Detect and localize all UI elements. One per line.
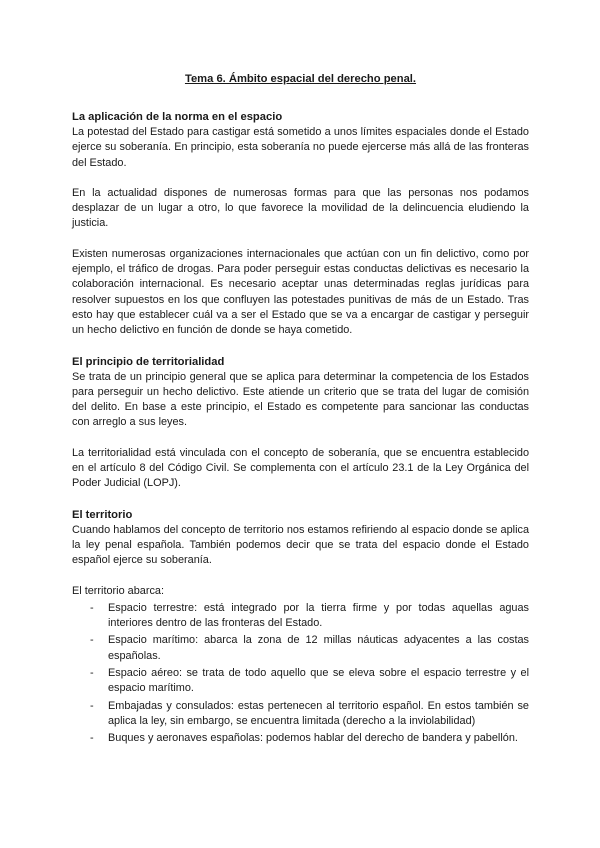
section-heading: La aplicación de la norma en el espacio [72, 111, 283, 123]
section-heading: El principio de territorialidad [72, 355, 225, 368]
list-item [72, 731, 529, 746]
paragraph: La territorialidad está vinculada con el concepto de soberanía, que se encuentra establecido en el artículo 8 del Código Civil. Se complementa con el artículo 23.1 de la Ley Orgánica del Poder Judicial (LOPJ). [72, 446, 529, 490]
list-item-text: Embajadas y consulados: estas pertenecen al territorio español. En estos también se aplica la ley, sin embargo, se encuentra limitada (derecho a la inviolabilidad) [108, 699, 529, 727]
list-item [72, 633, 529, 664]
paragraph: En la actualidad dispones de numerosas formas para que las personas nos podamos desplazar de un lugar a otro, lo que favorece la movilidad de la delincuencia eludiendo la justicia. [72, 186, 529, 230]
section-aplicacion-norma [72, 110, 529, 339]
section-heading: El territorio [72, 508, 133, 521]
paragraph: Cuando hablamos del concepto de territorio nos estamos refiriendo al espacio donde se aplica la ley penal española. También podemos decir que se trata del espacio donde el Estado español ejerce su soberanía. [72, 523, 529, 567]
list-item-text: Espacio marítimo: abarca la zona de 12 millas náuticas adyacentes a las costas españolas. [108, 634, 529, 662]
document-title: Tema 6. Ámbito espacial del derecho penal. [184, 73, 417, 85]
section-territorio [72, 508, 529, 747]
paragraph: Existen numerosas organizaciones internacionales que actúan con un fin delictivo, como por ejemplo, el tráfico de drogas. Para poder perseguir estas conductas delictivas es necesario la colaboración internacional. Es necesario aceptar unas determinadas reglas jurídicas para resolver supuestos en los que confluyen las potestades punitivas de más de un Estado. Tras esto hay que establecer cuál va a ser el Estado que se va a encargar de castigar y perseguir un hecho delictivo en función de donde se haya cometido. [72, 247, 529, 337]
list-bullet: - [90, 601, 94, 614]
list-intro: El territorio abarca: [72, 584, 165, 597]
section-principio-territorialidad [72, 355, 529, 492]
list-item-text: Espacio terrestre: está integrado por la tierra firme y por todas aquellas aguas interiores dentro de las fronteras del Estado. [108, 601, 529, 630]
list-item [72, 601, 529, 632]
paragraph: Se trata de un principio general que se aplica para determinar la competencia de los Estados para perseguir un hecho delictivo. Este atiende un criterio que se trata del lugar de comisión del delito. En base a este principio, el Estado es competente para sancionar las conductas con arreglo a sus leyes. [72, 370, 529, 429]
list-item [72, 666, 529, 697]
list-bullet: - [90, 699, 94, 712]
territory-list [72, 601, 529, 747]
list-item-text: Espacio aéreo: se trata de todo aquello que se eleva sobre el espacio terrestre y el espacio marítimo. [108, 667, 529, 695]
list-bullet: - [90, 634, 94, 647]
paragraph: La potestad del Estado para castigar está sometido a unos límites espaciales donde el Estado ejerce su soberanía. En principio, esta soberanía no puede ejercerse más allá de las fronteras del Estado. [72, 126, 529, 169]
list-bullet: - [90, 667, 94, 680]
list-bullet: - [90, 732, 94, 745]
list-item-text: Buques y aeronaves españolas: podemos hablar del derecho de bandera y pabellón. [108, 732, 518, 745]
list-item [72, 699, 529, 730]
